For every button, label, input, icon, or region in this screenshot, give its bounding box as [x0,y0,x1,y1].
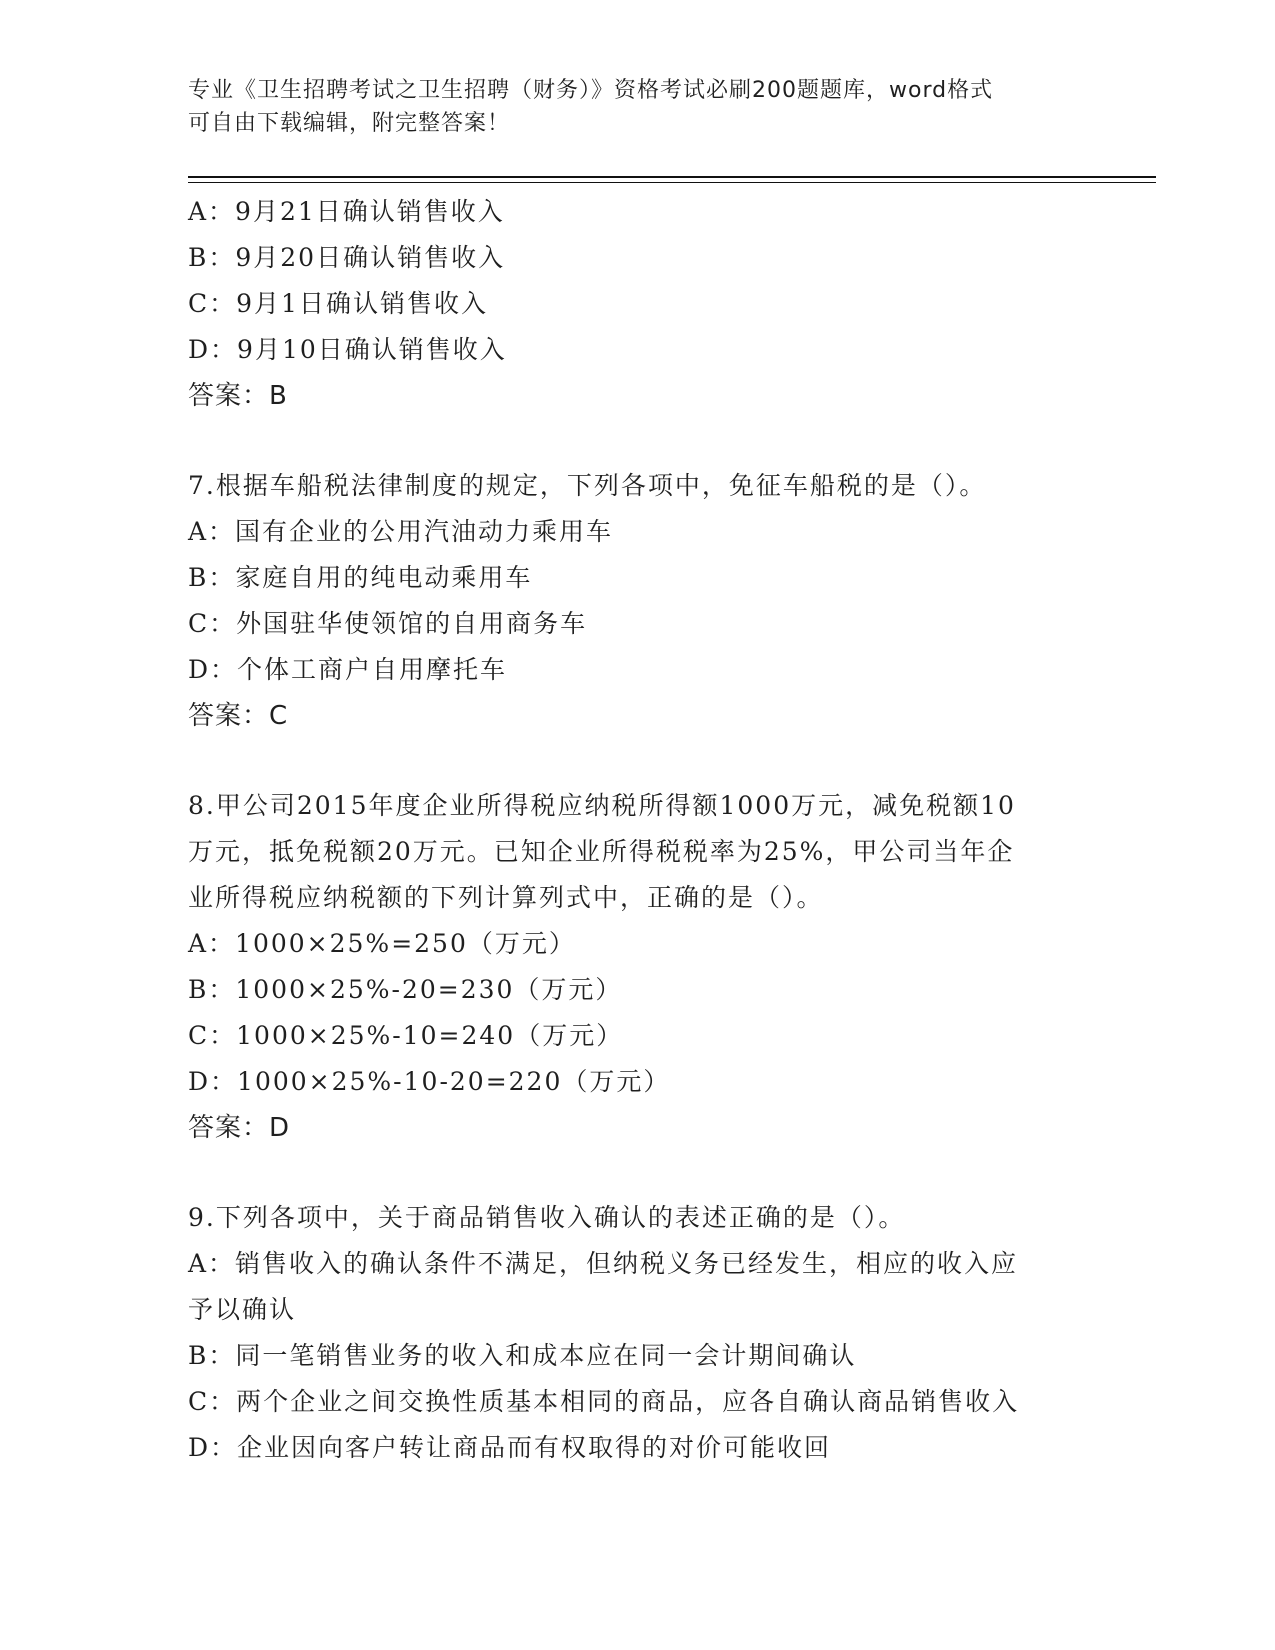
question-7 [188,463,1078,739]
q6-option-b: B：9月20日确认销售收入 [188,243,506,272]
spacer [188,1151,1078,1195]
question-6 [188,189,1078,419]
q9-question: 9.下列各项中，关于商品销售收入确认的表述正确的是（）。 [188,1203,906,1232]
header-divider-thin [188,182,1156,183]
q8-option-d: D：1000×25%-10-20=220（万元） [188,1067,671,1096]
q6-option-c: C：9月1日确认销售收入 [188,289,488,318]
question-9 [188,1195,1078,1471]
q6-option-d: D：9月10日确认销售收入 [188,335,507,364]
q6-option-a: A：9月21日确认销售收入 [188,197,505,226]
q8-question-line-3: 业所得税应纳税额的下列计算列式中，正确的是（）。 [188,883,824,912]
document-header [188,74,1068,140]
q7-option-c: C：外国驻华使领馆的自用商务车 [188,609,588,638]
header-line-2: 可自由下载编辑，附完整答案！ [188,111,511,136]
q7-option-d: D：个体工商户自用摩托车 [188,655,508,684]
q8-option-c: C：1000×25%-10=240（万元） [188,1021,624,1050]
q6-answer: 答案：B [188,381,288,411]
q8-question-line-2: 万元，抵免税额20万元。已知企业所得税税率为25%，甲公司当年企 [188,837,1015,866]
q7-option-b: B：家庭自用的纯电动乘用车 [188,563,533,592]
q7-option-a: A：国有企业的公用汽油动力乘用车 [188,517,614,546]
q9-option-d: D：企业因向客户转让商品而有权取得的对价可能收回 [188,1433,832,1462]
q8-answer: 答案：D [188,1113,291,1143]
spacer [188,739,1078,783]
q7-answer: 答案：C [188,701,289,731]
q9-option-a-line-2: 予以确认 [188,1295,297,1324]
q9-option-a-line-1: A：销售收入的确认条件不满足，但纳税义务已经发生，相应的收入应 [188,1249,1019,1278]
header-line-1: 专业《卫生招聘考试之卫生招聘（财务）》资格考试必刷200题题库，word格式 [188,78,994,103]
q9-option-c: C：两个企业之间交换性质基本相同的商品，应各自确认商品销售收入 [188,1387,1020,1416]
q9-option-b: B：同一笔销售业务的收入和成本应在同一会计期间确认 [188,1341,857,1370]
header-divider-thick [188,176,1156,178]
q8-option-b: B：1000×25%-20=230（万元） [188,975,623,1004]
question-8 [188,783,1078,1151]
q8-option-a: A：1000×25%=250（万元） [188,929,576,958]
question-content [188,189,1078,1471]
spacer [188,419,1078,463]
q8-question-line-1: 8.甲公司2015年度企业所得税应纳税所得额1000万元，减免税额10 [188,791,1016,820]
q7-question: 7.根据车船税法律制度的规定，下列各项中，免征车船税的是（）。 [188,471,987,500]
